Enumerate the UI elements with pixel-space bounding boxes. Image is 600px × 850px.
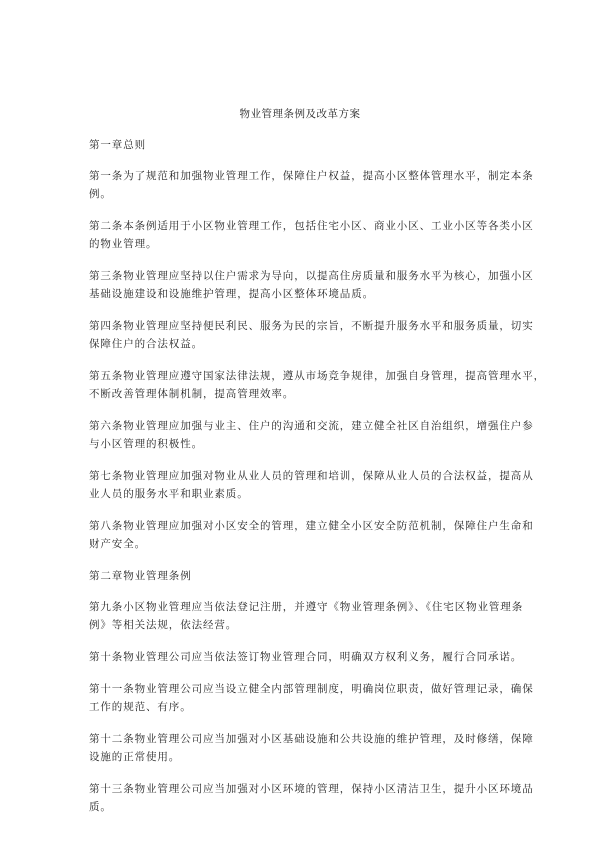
article-paragraph: [89, 517, 534, 553]
text-line: 第十一条物业管理公司应当设立健全内部管理制度，明确岗位职责，做好管理记录，确保: [89, 683, 534, 695]
text-line: 不断改善管理体制机制，提高管理效率。: [89, 388, 295, 400]
text-line: 第二条本条例适用于小区物业管理工作，包括住宅小区、商业小区、工业小区等各类小区: [89, 220, 534, 232]
text-line: 第八条物业管理应加强对小区安全的管理，建立健全小区安全防范机制，保障住户生命和: [89, 520, 534, 532]
text-line: 第十二条物业管理公司应当加强对小区基础设施和公共设施的维护管理，及时修缮，保障: [89, 733, 534, 745]
text-line: 与小区管理的积极性。: [89, 438, 203, 450]
text-line: 财产安全。: [89, 538, 146, 550]
article-paragraph: [89, 467, 534, 503]
article-paragraph: [89, 598, 525, 634]
article-paragraph: [89, 267, 534, 303]
document-body: [89, 136, 545, 830]
text-line: 的物业管理。: [89, 238, 158, 250]
text-line: 第十条物业管理公司应当依法签订物业管理合同，明确双方权利义务，履行合同承诺。: [89, 651, 523, 663]
text-line: 质。: [89, 801, 112, 813]
text-line: 第七条物业管理应加强对物业从业人员的管理和培训，保障从业人员的合法权益，提高从: [89, 470, 534, 482]
text-line: 第四条物业管理应坚持便民利民、服务为民的宗旨，不断提升服务水平和服务质量，切实: [89, 320, 534, 332]
text-line: 第三条物业管理应坚持以住户需求为导向，以提高住房质量和服务水平为核心，加强小区: [89, 270, 534, 282]
text-line: 第一条为了规范和加强物业管理工作，保障住户权益，提高小区整体管理水平，制定本条: [89, 170, 534, 182]
text-line: 保障住户的合法权益。: [89, 338, 203, 350]
text-line: 设施的正常使用。: [89, 751, 181, 763]
text-line: 第六条物业管理应加强与业主、住户的沟通和交流，建立健全社区自治组织，增强住户参: [89, 420, 534, 432]
article-paragraph: [89, 730, 534, 766]
article-paragraph: [89, 417, 534, 453]
text-line: 例》等相关法规，依法经营。: [89, 619, 238, 631]
article-paragraph: [89, 167, 534, 203]
text-line: 基础设施建设和设施维护管理，提高小区整体环境品质。: [89, 288, 374, 300]
article-paragraph: [89, 648, 525, 666]
text-line: 第十三条物业管理公司应当加强对小区环境的管理，保持小区清洁卫生，提升小区环境品: [89, 783, 534, 795]
article-paragraph: [89, 217, 534, 253]
text-line: 业人员的服务水平和职业素质。: [89, 488, 249, 500]
article-paragraph: [89, 367, 545, 403]
text-line: 例。: [89, 188, 112, 200]
text-line: 工作的规范、有序。: [89, 701, 192, 713]
article-paragraph: [89, 680, 534, 716]
text-line: 第九条小区物业管理应当依法登记注册，并遵守《物业管理条例》、《住宅区物业管理条: [89, 601, 524, 613]
text-line: 第二章物业管理条例: [89, 570, 192, 582]
article-paragraph: [89, 317, 534, 353]
text-line: 第一章总则: [89, 139, 146, 151]
chapter-heading: [89, 567, 525, 585]
text-line: 第五条物业管理应遵守国家法律法规，遵从市场竞争规律，加强自身管理，提高管理水平，: [89, 370, 545, 382]
document-title: 物业管理条例及改革方案: [239, 108, 361, 120]
chapter-heading: [89, 136, 525, 154]
article-paragraph: [89, 780, 534, 816]
